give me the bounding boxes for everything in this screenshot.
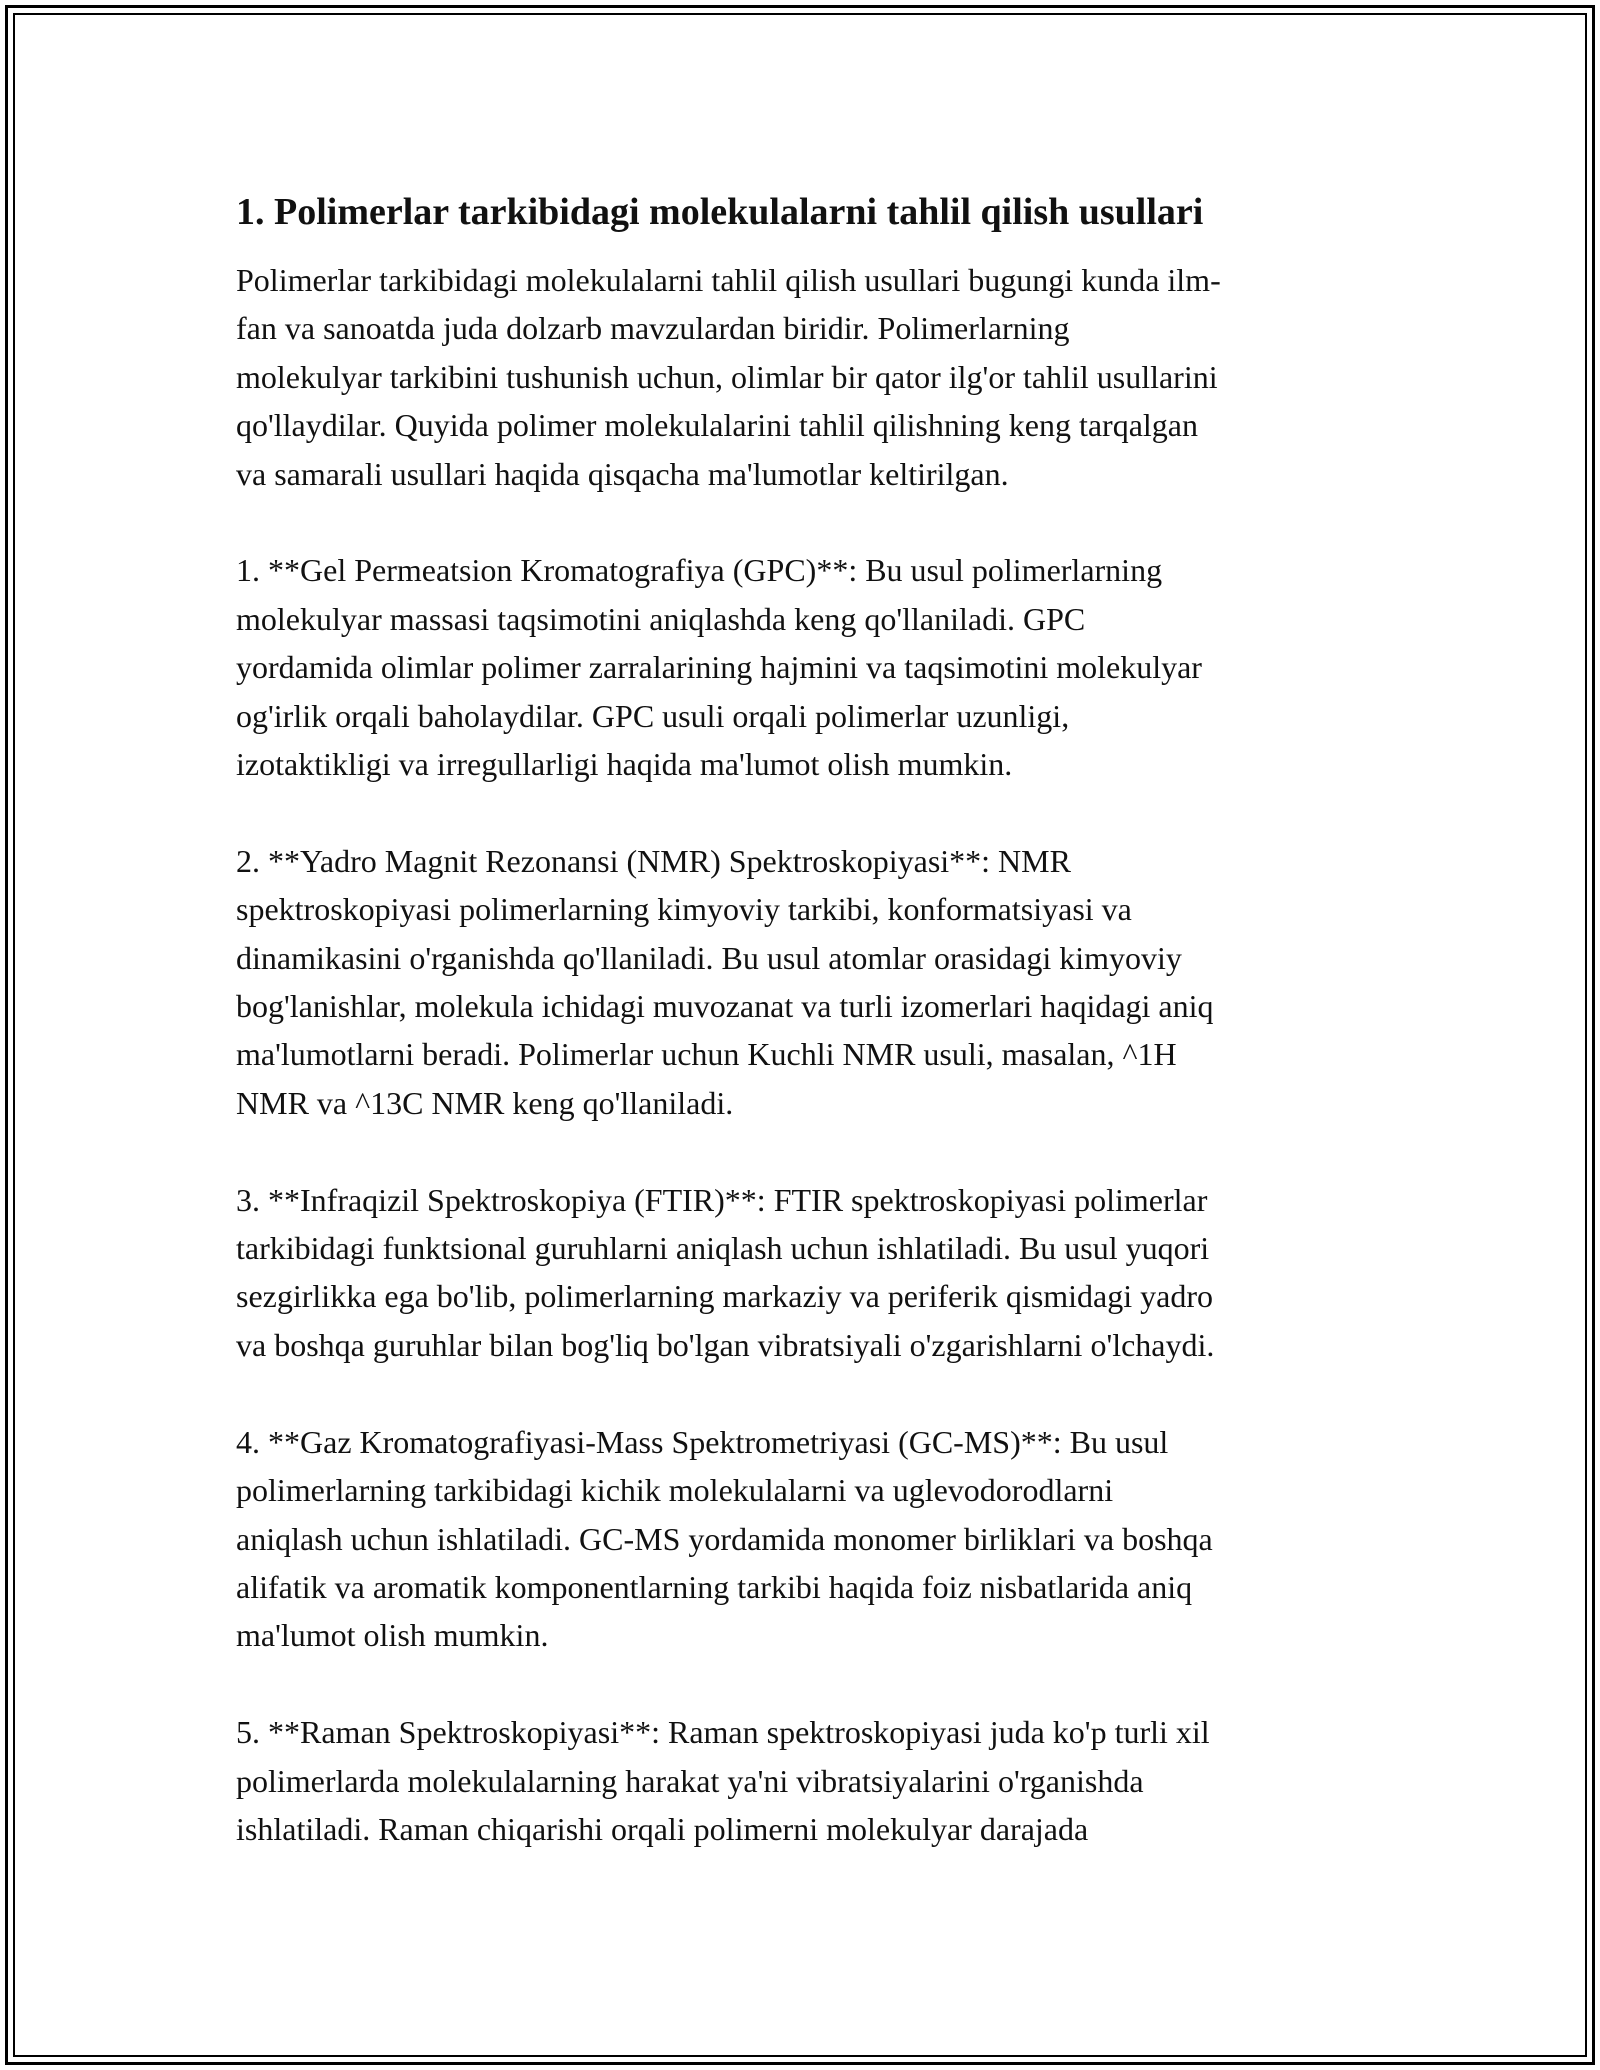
document-body xyxy=(236,188,1366,1853)
text-line: molekulyar massasi taqsimotini aniqlashda keng qo'llaniladi. GPC xyxy=(236,600,1086,637)
text-line: og'irlik orqali baholaydilar. GPC usuli orqali polimerlar uzunligi, xyxy=(236,697,1070,734)
text-line: ishlatiladi. Raman chiqarishi orqali polimerni molekulyar darajada xyxy=(236,1810,1089,1847)
text-line: 3. **Infraqizil Spektroskopiya (FTIR)**: FTIR spektroskopiyasi polimerlar xyxy=(236,1181,1208,1218)
paragraph xyxy=(236,1708,1366,1853)
text-line: va samarali usullari haqida qisqacha ma'lumotlar keltirilgan. xyxy=(236,455,1009,492)
text-line: bog'lanishlar, molekula ichidagi muvozanat va turli izomerlari haqidagi aniq xyxy=(236,988,1214,1025)
text-line: Polimerlar tarkibidagi molekulalarni tahlil qilish usullari bugungi kunda ilm- xyxy=(236,262,1221,298)
paragraph xyxy=(236,1418,1366,1660)
text-line: spektroskopiyasi polimerlarning kimyoviy tarkibi, konformatsiyasi va xyxy=(236,891,1132,928)
text-line: sezgirlikka ega bo'lib, polimerlarning markaziy va periferik qismidagi yadro xyxy=(236,1278,1213,1315)
paragraph xyxy=(236,256,1366,498)
text-line: qo'llaydilar. Quyida polimer molekulalarini tahlil qilishning keng tarqalgan xyxy=(236,407,1198,444)
text-line: 1. **Gel Permeatsion Kromatografiya (GPC)**: Bu usul polimerlarning xyxy=(236,552,1163,589)
document-heading: 1. Polimerlar tarkibidagi molekulalarni tahlil qilish usullari xyxy=(236,191,1204,233)
paragraph xyxy=(236,1176,1366,1370)
text-line: molekulyar tarkibini tushunish uchun, olimlar bir qator ilg'or tahlil usullarini xyxy=(236,358,1218,395)
text-line: aniqlash uchun ishlatiladi. GC-MS yordamida monomer birliklari va boshqa xyxy=(236,1520,1213,1557)
text-line: dinamikasini o'rganishda qo'llaniladi. Bu usul atomlar orasidagi kimyoviy xyxy=(236,939,1182,976)
text-line: 2. **Yadro Magnit Rezonansi (NMR) Spektroskopiyasi**: NMR xyxy=(236,842,1071,879)
text-line: 4. **Gaz Kromatografiyasi-Mass Spektrometriyasi (GC-MS)**: Bu usul xyxy=(236,1423,1169,1460)
text-line: NMR va ^13C NMR keng qo'llaniladi. xyxy=(236,1084,734,1121)
text-line: va boshqa guruhlar bilan bog'liq bo'lgan vibratsiyali o'zgarishlarni o'lchaydi. xyxy=(236,1326,1215,1363)
text-line: polimerlarda molekulalarning harakat ya'ni vibratsiyalarini o'rganishda xyxy=(236,1762,1144,1799)
text-line: ma'lumot olish mumkin. xyxy=(236,1617,549,1654)
text-line: ma'lumotlarni beradi. Polimerlar uchun Kuchli NMR usuli, masalan, ^1H xyxy=(236,1036,1177,1073)
paragraph xyxy=(236,546,1366,788)
text-line: tarkibidagi funktsional guruhlarni aniqlash uchun ishlatiladi. Bu usul yuqori xyxy=(236,1230,1210,1267)
text-line: yordamida olimlar polimer zarralarining hajmini va taqsimotini molekulyar xyxy=(236,649,1202,686)
text-line: fan va sanoatda juda dolzarb mavzulardan biridir. Polimerlarning xyxy=(236,310,1070,347)
text-line: polimerlarning tarkibidagi kichik molekulalarni va uglevodorodlarni xyxy=(236,1472,1114,1509)
text-line: izotaktikligi va irregullarligi haqida ma'lumot olish mumkin. xyxy=(236,746,1013,783)
paragraph-list xyxy=(236,256,1366,1853)
text-line: alifatik va aromatik komponentlarning tarkibi haqida foiz nisbatlarida aniq xyxy=(236,1568,1193,1605)
paragraph xyxy=(236,837,1366,1127)
text-line: 5. **Raman Spektroskopiyasi**: Raman spektroskopiyasi juda ko'p turli xil xyxy=(236,1714,1210,1751)
